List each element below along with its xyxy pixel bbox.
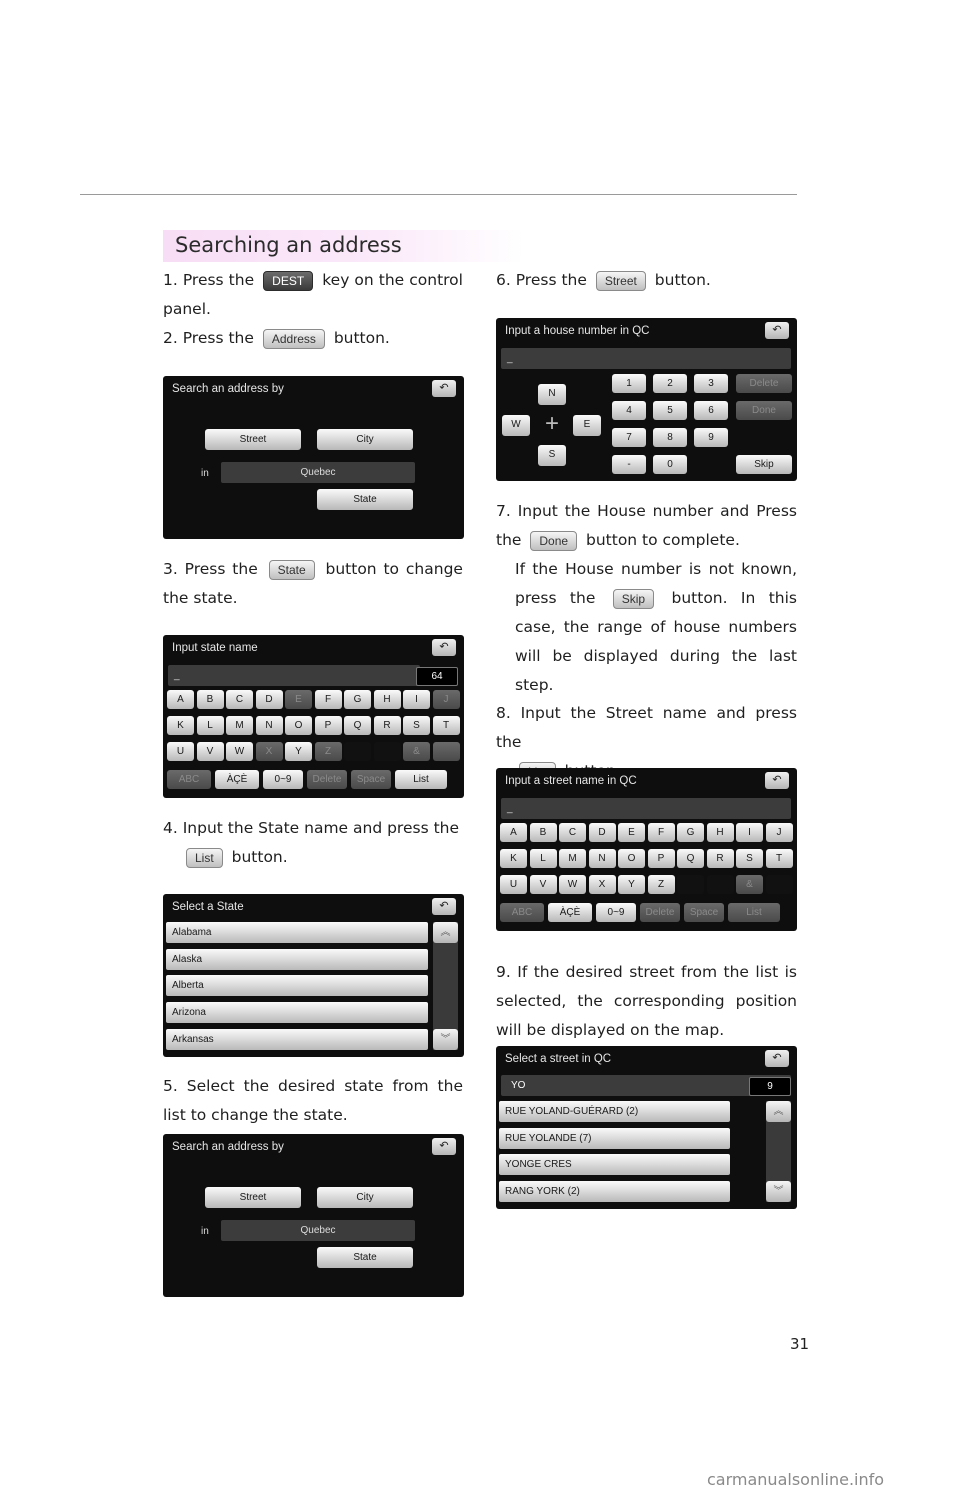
digit-key[interactable]: 6 [694, 401, 728, 420]
key[interactable]: I [403, 690, 430, 709]
screen-title: Select a State [172, 901, 244, 913]
step-2: 2. Press the Address button. [163, 329, 390, 347]
key[interactable]: R [374, 716, 401, 735]
screen-input-state [163, 635, 464, 798]
done-button-label: Done [530, 531, 577, 551]
in-label: in [201, 1226, 209, 1237]
key[interactable]: S [736, 849, 763, 868]
key[interactable]: V [530, 875, 557, 894]
screen-title: Input a street name in QC [505, 775, 637, 787]
key[interactable]: C [559, 823, 586, 842]
compass-n-button[interactable]: N [538, 384, 566, 405]
back-icon[interactable]: ↶ [765, 1050, 789, 1067]
in-label: in [201, 468, 209, 479]
list-item[interactable]: RUE YOLANDE (7) [499, 1128, 730, 1149]
city-button[interactable]: City [317, 429, 413, 450]
key[interactable]: H [374, 690, 401, 709]
list-item[interactable]: YONGE CRES [499, 1154, 730, 1175]
key[interactable]: X [589, 875, 616, 894]
screen-title: Search an address by [172, 383, 284, 395]
state-value-field: Quebec [221, 1220, 415, 1241]
dest-key-label: DEST [263, 271, 313, 291]
screen-search-address [163, 376, 464, 539]
keyboard-mode-button[interactable]: Space [351, 770, 391, 789]
digit-key[interactable]: 9 [694, 428, 728, 447]
key[interactable]: W [226, 742, 253, 761]
list-item[interactable]: Alabama [166, 922, 428, 943]
key[interactable]: G [677, 823, 704, 842]
keyboard-mode-button[interactable]: ÀÇÈ [548, 903, 592, 922]
screen-title: Input a house number in QC [505, 325, 650, 337]
compass-s-button[interactable]: S [538, 445, 566, 466]
compass-w-button[interactable]: W [502, 415, 530, 436]
list-button-label: List [186, 848, 223, 868]
key[interactable]: R [707, 849, 734, 868]
key[interactable] [433, 742, 460, 761]
list-item[interactable]: Arizona [166, 1002, 428, 1023]
state-button[interactable]: State [317, 489, 413, 510]
street-button[interactable]: Street [205, 1187, 301, 1208]
key[interactable] [677, 875, 704, 894]
header-rule [80, 194, 797, 195]
key[interactable]: I [736, 823, 763, 842]
list-item[interactable]: Arkansas [166, 1029, 428, 1050]
keyboard-mode-button[interactable]: 0~9 [263, 770, 303, 789]
key[interactable]: Q [677, 849, 704, 868]
key[interactable]: Z [648, 875, 675, 894]
key[interactable]: E [285, 690, 312, 709]
keyboard-mode-button[interactable]: ABC [167, 770, 211, 789]
key[interactable]: V [197, 742, 224, 761]
digit-key[interactable]: 5 [653, 401, 687, 420]
scroll-down-icon[interactable]: ︾ [766, 1181, 791, 1202]
key[interactable]: C [226, 690, 253, 709]
key[interactable]: T [766, 849, 793, 868]
state-input-field[interactable]: _ [168, 665, 420, 686]
scroll-up-icon[interactable]: ︽ [433, 922, 458, 943]
state-value-field: Quebec [221, 462, 415, 483]
key[interactable]: O [618, 849, 645, 868]
digit-key[interactable]: - [612, 455, 646, 474]
key[interactable]: F [315, 690, 342, 709]
key[interactable] [707, 875, 734, 894]
step-9: 9. If the desired street from the list is selected, the corresponding position will be displayed on the map. [496, 963, 797, 1039]
digit-key[interactable]: 8 [653, 428, 687, 447]
keyboard-mode-button[interactable]: List [728, 903, 780, 922]
compass-cross-icon: + [544, 410, 559, 437]
screen-title: Input state name [172, 642, 258, 654]
keyboard-mode-button[interactable]: Delete [307, 770, 347, 789]
step-8: 8. Input the Street name and press the [496, 699, 797, 786]
digit-key[interactable]: 3 [694, 374, 728, 393]
list-item[interactable]: RUE YOLAND-GUÉRARD (2) [499, 1101, 730, 1122]
digit-key[interactable]: 0 [653, 455, 687, 474]
key[interactable]: T [433, 716, 460, 735]
key[interactable]: W [559, 875, 586, 894]
list-item[interactable]: Alberta [166, 975, 428, 996]
skip-button[interactable]: Skip [736, 455, 792, 474]
key[interactable]: G [344, 690, 371, 709]
delete-button[interactable]: Delete [736, 374, 792, 393]
key[interactable]: J [433, 690, 460, 709]
key[interactable]: L [197, 716, 224, 735]
back-icon[interactable]: ↶ [432, 898, 456, 915]
street-input-field[interactable]: _ [501, 798, 791, 819]
result-count: 9 [749, 1077, 791, 1096]
result-count: 64 [416, 667, 458, 686]
key[interactable]: P [315, 716, 342, 735]
key[interactable]: A [500, 823, 527, 842]
address-button-label: Address [263, 329, 325, 349]
key[interactable]: O [285, 716, 312, 735]
key[interactable]: P [648, 849, 675, 868]
key[interactable]: & [403, 742, 430, 761]
key[interactable]: Q [344, 716, 371, 735]
key[interactable]: K [500, 849, 527, 868]
key[interactable]: Y [285, 742, 312, 761]
key[interactable]: N [256, 716, 283, 735]
section-title-bar [163, 230, 523, 262]
back-icon[interactable]: ↶ [432, 380, 456, 397]
page-number: 31 [790, 1335, 810, 1353]
key[interactable]: A [167, 690, 194, 709]
key[interactable]: U [500, 875, 527, 894]
screen-select-state [163, 894, 464, 1057]
compass-e-button[interactable]: E [573, 415, 601, 436]
keyboard-mode-button[interactable]: ÀÇÈ [215, 770, 259, 789]
key[interactable] [374, 742, 401, 761]
step-7: 7. Input the House number and Press the Done button to complete. If the House number is not known, press the Skip button. In this case, the range of house numbers will be displayed during the last step. [496, 502, 797, 694]
scroll-down-icon[interactable]: ︾ [433, 1029, 458, 1050]
key[interactable]: X [256, 742, 283, 761]
key[interactable]: & [736, 875, 763, 894]
step-6: 6. Press the Street button. [496, 271, 711, 289]
list-item[interactable]: RANG YORK (2) [499, 1181, 730, 1202]
state-button-label: State [269, 560, 315, 580]
key[interactable]: Y [618, 875, 645, 894]
step-4: 4. Input the State name and press the List button. [163, 819, 460, 866]
key[interactable]: F [648, 823, 675, 842]
step-5: 5. Select the desired state from the list to change the state. [163, 1077, 463, 1124]
digit-key[interactable]: 4 [612, 401, 646, 420]
back-icon[interactable]: ↶ [432, 1138, 456, 1155]
house-number-field[interactable]: _ [501, 348, 791, 369]
key[interactable]: M [226, 716, 253, 735]
back-icon[interactable]: ↶ [765, 322, 789, 339]
key[interactable]: D [256, 690, 283, 709]
back-icon[interactable]: ↶ [432, 639, 456, 656]
key[interactable]: J [766, 823, 793, 842]
key[interactable]: B [197, 690, 224, 709]
street-button-label: Street [596, 271, 646, 291]
key[interactable]: E [618, 823, 645, 842]
screen-select-street [496, 1046, 797, 1209]
keyboard-mode-button[interactable]: 0~9 [596, 903, 636, 922]
done-button[interactable]: Done [736, 401, 792, 420]
key[interactable]: L [530, 849, 557, 868]
state-button[interactable]: State [317, 1247, 413, 1268]
keyboard-mode-button[interactable]: ABC [500, 903, 544, 922]
back-icon[interactable]: ↶ [765, 772, 789, 789]
key[interactable]: M [559, 849, 586, 868]
key[interactable]: N [589, 849, 616, 868]
step-1: 1. Press the DEST key on the control panel. [163, 271, 463, 318]
key[interactable]: U [167, 742, 194, 761]
watermark: carmanualsonline.info [707, 1470, 885, 1489]
section-title: Searching an address [175, 233, 402, 257]
keyboard-mode-button[interactable]: Delete [640, 903, 680, 922]
keyboard-mode-button[interactable]: List [395, 770, 447, 789]
key[interactable]: S [403, 716, 430, 735]
key[interactable] [344, 742, 371, 761]
street-button[interactable]: Street [205, 429, 301, 450]
digit-key[interactable]: 2 [653, 374, 687, 393]
key[interactable]: H [707, 823, 734, 842]
screen-title: Select a street in QC [505, 1053, 612, 1065]
city-button[interactable]: City [317, 1187, 413, 1208]
screen-title: Search an address by [172, 1141, 284, 1153]
key[interactable]: D [589, 823, 616, 842]
key[interactable]: B [530, 823, 557, 842]
key[interactable]: K [167, 716, 194, 735]
screen-street-name [496, 768, 797, 931]
scroll-up-icon[interactable]: ︽ [766, 1101, 791, 1122]
screen-search-address-2 [163, 1134, 464, 1297]
step-3: 3. Press the State button to change the state. [163, 560, 463, 607]
key[interactable]: Z [315, 742, 342, 761]
digit-key[interactable]: 1 [612, 374, 646, 393]
skip-button-label: Skip [613, 589, 654, 609]
keyboard-mode-button[interactable]: Space [684, 903, 724, 922]
digit-key[interactable]: 7 [612, 428, 646, 447]
list-item[interactable]: Alaska [166, 949, 428, 970]
street-query-field[interactable]: YO [501, 1075, 791, 1096]
screen-house-number [496, 318, 797, 481]
key[interactable] [766, 875, 793, 894]
